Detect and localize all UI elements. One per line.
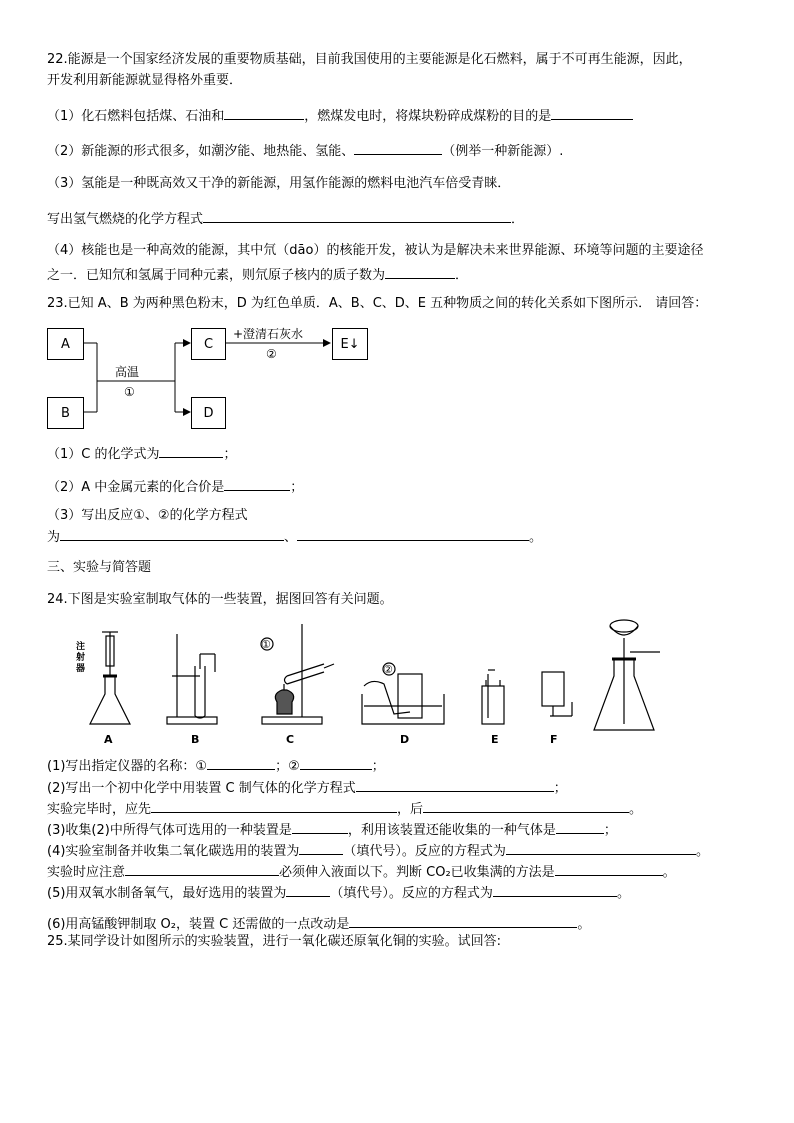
q24-part2-l2-text-a: 实验完毕时，应先: [47, 802, 152, 817]
q23-part3-text-a: 为: [47, 530, 61, 545]
q24-blank-c-equation[interactable]: [356, 778, 554, 792]
q22-part2-text-a: （2）新能源的形式很多，如潮汐能、地热能、氢能、: [47, 144, 355, 159]
apparatus-e: [482, 670, 504, 724]
q23-part3-text-b: 、: [284, 530, 298, 545]
q23-part2-text: （2）A 中金属元素的化合价是: [47, 480, 225, 495]
node-a: A: [47, 328, 84, 360]
q22-blank-purpose[interactable]: [551, 106, 633, 120]
q24-blank-co2-equation[interactable]: [506, 841, 696, 855]
q22-part4-line2: [47, 265, 468, 284]
q22-part2: [47, 141, 563, 160]
q22-part4-text-b: ．: [455, 268, 469, 283]
reaction2-number: ②: [266, 347, 277, 361]
q24-blank-then-step[interactable]: [423, 799, 629, 813]
node-c: C: [191, 328, 226, 360]
apparatus-f: [542, 672, 572, 716]
q24-part4-text-b: （填代号）。反应的方程式为: [343, 844, 506, 859]
q22-blank-new-energy[interactable]: [354, 141, 442, 155]
q23-part2-end: ；: [290, 480, 304, 495]
q23-blank-valence[interactable]: [224, 477, 290, 491]
q24-part2-line2: [47, 799, 642, 818]
q22-blank-fossil-fuel[interactable]: [224, 106, 304, 120]
q24-part5-text-c: 。: [616, 886, 630, 901]
q24-part6-text-b: 。: [577, 917, 591, 932]
q22-part3-write: [47, 209, 524, 228]
q24-part1-text-a: (1)写出指定仪器的名称：①: [47, 759, 208, 774]
q24-blank-other-gas[interactable]: [556, 820, 604, 834]
q23-part3-text-c: 。: [529, 530, 543, 545]
q22-blank-h2-equation[interactable]: [203, 209, 511, 223]
apparatus-funnel-flask: [594, 620, 660, 730]
q24-part5: [47, 883, 630, 902]
q24-part2-l2-text-b: ，后: [397, 802, 424, 817]
apparatus-d: [362, 663, 444, 724]
q24-part3-text-b: ，利用该装置还能收集的一种气体是: [347, 823, 556, 838]
apparatus-label-c: C: [286, 733, 295, 746]
q24-part2-l2-text-c: 。: [629, 802, 643, 817]
q23-intro: 23.已知 A、B 为两种黑色粉末，D 为红色单质．A、B、C、D、E 五种物质之间的转化关系如下图所示． 请回答：: [47, 296, 708, 311]
q24-part6-text-a: (6)用高锰酸钾制取 O₂，装置 C 还需做的一点改动是: [47, 917, 350, 932]
reaction1-number: ①: [124, 385, 135, 399]
apparatus-label-e: E: [491, 733, 499, 746]
q24-blank-h2o2-equation[interactable]: [493, 883, 617, 897]
q24-blank-attention[interactable]: [125, 862, 279, 876]
q24-apparatus-figure: [72, 614, 672, 749]
q24-part2: [47, 778, 567, 797]
q23-part1-end: ；: [223, 447, 237, 462]
q24-part4-l2-text-b: 必须伸入液面以下。判断 CO₂已收集满的方法是: [279, 865, 555, 880]
q24-part1-text-c: ；: [371, 759, 385, 774]
apparatus-label-f: F: [550, 733, 558, 746]
q22-part4-text-a: 之一．已知氘和氢属于同种元素，则氘原子核内的质子数为: [47, 268, 386, 283]
apparatus-label-d: D: [400, 733, 410, 746]
q24-part5-text-b: （填代号）。反应的方程式为: [330, 886, 493, 901]
reaction1-condition: 高温: [115, 365, 140, 379]
q22-blank-proton-number[interactable]: [385, 265, 455, 279]
apparatus-c: [261, 624, 334, 724]
q23-part1-text: （1）C 的化学式为: [47, 447, 160, 462]
q24-part3-text-c: ；: [603, 823, 617, 838]
apparatus-mark-2: ②: [383, 663, 393, 676]
q23-diagram: [47, 326, 387, 431]
q24-part1-text-b: ；②: [275, 759, 300, 774]
q23-blank-c-formula[interactable]: [159, 444, 223, 458]
q24-part4: [47, 841, 709, 860]
q22-part2-text-b: （例举一种新能源）.: [442, 144, 564, 159]
q22-part3-write-text: 写出氢气燃烧的化学方程式: [47, 212, 204, 227]
node-e: E↓: [332, 328, 368, 360]
node-b: B: [47, 397, 84, 429]
q22-part1-text-a: （1）化石燃料包括煤、石油和: [47, 109, 225, 124]
reaction2-reagent: +澄清石灰水: [233, 327, 304, 341]
q24-blank-full-check[interactable]: [555, 862, 663, 876]
q24-part4-l2-text-c: 。: [662, 865, 676, 880]
q24-blank-c-change[interactable]: [349, 914, 577, 928]
q22-part1-text-b: ，燃煤发电时，将煤块粉碎成煤粉的目的是: [304, 109, 552, 124]
q24-part2-text-b: ；: [553, 781, 567, 796]
q23-part3-line2: [47, 527, 542, 546]
section-3-title: 三、实验与简答题: [47, 560, 152, 575]
q23-part2: [47, 477, 303, 496]
q24-part4-text-c: 。: [695, 844, 709, 859]
q24-blank-h2o2-apparatus[interactable]: [286, 883, 330, 897]
q24-part1: [47, 756, 385, 775]
apparatus-b: [167, 634, 217, 724]
q23-blank-equation2[interactable]: [297, 527, 529, 541]
q23-part3-line1: （3）写出反应①、②的化学方程式: [47, 508, 248, 523]
q22-part3-end: ．: [511, 212, 525, 227]
q24-blank-collect-apparatus[interactable]: [292, 820, 348, 834]
apparatus-label-a: A: [104, 733, 113, 746]
q24-part6: [47, 914, 590, 933]
q24-intro: 24.下图是实验室制取气体的一些装置，据图回答有关问题。: [47, 592, 393, 607]
q25-intro: 25.某同学设计如图所示的实验装置，进行一氧化碳还原氧化铜的实验。试回答:: [47, 934, 502, 949]
q24-part5-text-a: (5)用双氧水制备氧气，最好选用的装置为: [47, 886, 287, 901]
q22-part4-line1: （4）核能也是一种高效的能源，其中氘（dāo）的核能开发，被认为是解决未来世界能源、环境等问题的主要途径: [47, 243, 704, 258]
q24-blank-first-step[interactable]: [151, 799, 397, 813]
q22-part3: （3）氢能是一种既高效又干净的新能源，用氢作能源的燃料电池汽车倍受青睐．: [47, 176, 511, 191]
q24-blank-instrument2[interactable]: [300, 756, 372, 770]
q23-blank-equation1[interactable]: [60, 527, 284, 541]
q22-intro-line1: 22.能源是一个国家经济发展的重要物质基础，目前我国使用的主要能源是化石燃料，属于不可再生能源，因此，: [47, 52, 692, 67]
node-d: D: [191, 397, 226, 429]
apparatus-label-b: B: [191, 733, 200, 746]
q23-part1: [47, 444, 237, 463]
q24-part4-line2: [47, 862, 676, 881]
q24-blank-co2-apparatus[interactable]: [299, 841, 343, 855]
q24-apparatus-drawing: [72, 614, 672, 749]
q22-intro-line2: 开发利用新能源就显得格外重要．: [47, 73, 243, 88]
q24-part4-text-a: (4)实验室制备并收集二氧化碳选用的装置为: [47, 844, 300, 859]
syringe-label: 注射器: [76, 642, 86, 674]
apparatus-a: [90, 632, 130, 724]
q24-part3-text-a: (3)收集(2)中所得气体可选用的一种装置是: [47, 823, 292, 838]
q24-part3: [47, 820, 617, 839]
apparatus-mark-1: ①: [261, 638, 271, 651]
q24-part2-text-a: (2)写出一个初中化学中用装置 C 制气体的化学方程式: [47, 781, 356, 796]
q24-blank-instrument1[interactable]: [207, 756, 275, 770]
q24-part4-l2-text-a: 实验时应注意: [47, 865, 126, 880]
q22-part1: [47, 106, 633, 125]
